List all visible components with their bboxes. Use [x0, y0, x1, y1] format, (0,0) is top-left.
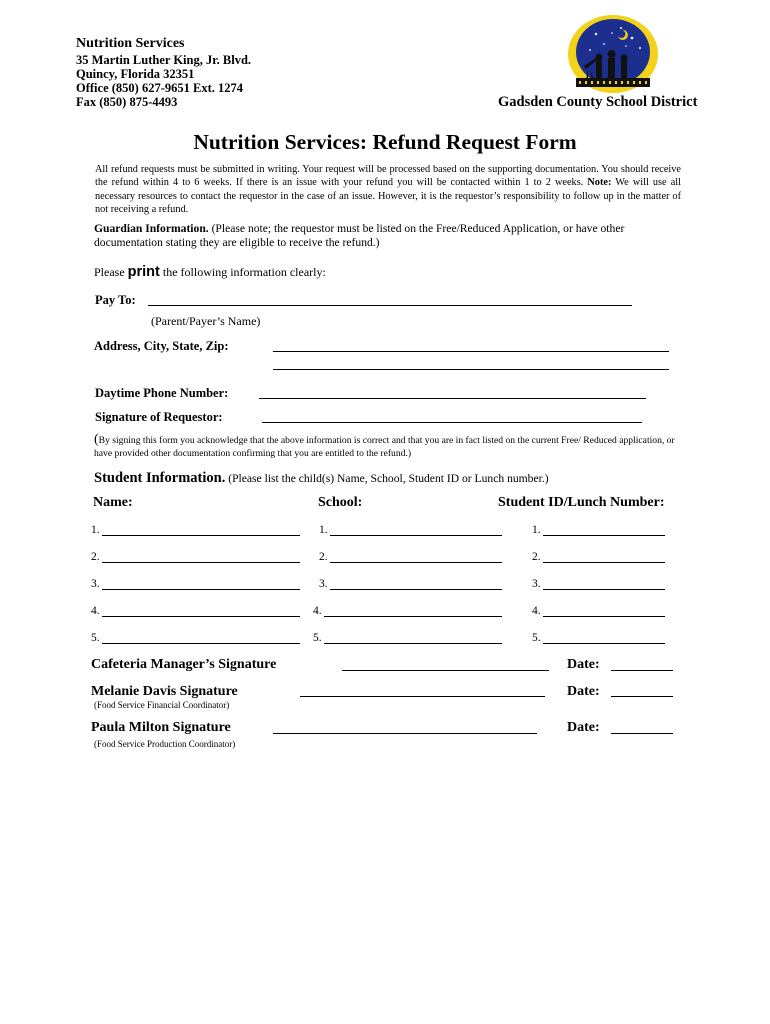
row-number: 2. [532, 551, 541, 563]
paula-milton-title: (Food Service Production Coordinator) [94, 739, 236, 749]
acknowledgement-note [94, 434, 684, 460]
student-name-field[interactable] [102, 589, 300, 590]
office-phone: Office (850) 627-9651 Ext. 1274 [76, 81, 243, 95]
row-number: 2. [91, 551, 100, 563]
page-title: Nutrition Services: Refund Request Form [193, 130, 577, 154]
note-label: Note: [587, 177, 612, 189]
row-number: 1. [319, 524, 328, 536]
row-number: 4. [313, 605, 322, 617]
phone-label: Daytime Phone Number: [95, 386, 229, 400]
date-label: Date: [567, 684, 600, 699]
guardian-heading: Guardian Information. [94, 222, 209, 235]
print-emphasis: print [127, 264, 160, 280]
row-number: 3. [319, 578, 328, 590]
fax-number: Fax (850) 875-4493 [76, 95, 178, 109]
signature-field[interactable] [262, 422, 642, 423]
student-instruction: (Please list the child(s) Name, School, Student ID or Lunch number.) [225, 472, 549, 485]
row-number: 2. [319, 551, 328, 563]
melanie-davis-title: (Food Service Financial Coordinator) [94, 700, 230, 710]
student-id-field[interactable] [543, 535, 665, 536]
pay-to-label: Pay To: [95, 293, 136, 307]
intro-text-2: We will use all necessary resources to contact the requestor in the case of an issue. However, it is the requestor’s responsibility to follow up in the matter of not receiving a refund. [95, 177, 681, 216]
phone-field[interactable] [259, 398, 646, 399]
paula-milton-signature-field[interactable] [273, 733, 537, 734]
melanie-davis-signature-field[interactable] [300, 696, 545, 697]
column-name-header: Name: [93, 495, 133, 510]
date-field[interactable] [611, 696, 673, 697]
address-field-line-1[interactable] [273, 351, 669, 352]
print-after: the following information clearly: [159, 265, 326, 279]
ack-text: By signing this form you acknowledge that the above information is correct and that you are in fact listed on the current Free/ Reduced application, or have provided other documentation confirming that you are entitled to the refund.) [94, 435, 675, 459]
intro-paragraph [95, 163, 681, 217]
cafeteria-manager-signature-label: Cafeteria Manager’s Signature [91, 657, 277, 672]
ack-open-paren: ( [94, 432, 99, 447]
column-school-header: School: [318, 495, 363, 510]
date-label: Date: [567, 657, 600, 672]
guardian-note: (Please note; the requestor must be listed on the Free/Reduced Application, or have other documentation stating they are eligible to receive the refund.) [94, 222, 625, 250]
print-before: Please [94, 265, 128, 279]
school-district-logo-icon [566, 14, 658, 100]
date-field[interactable] [611, 733, 673, 734]
row-number: 5. [313, 632, 322, 644]
row-number: 5. [532, 632, 541, 644]
date-field[interactable] [611, 670, 673, 671]
student-heading: Student Information. [94, 470, 226, 486]
row-number: 3. [532, 578, 541, 590]
row-number: 5. [91, 632, 100, 644]
student-id-field[interactable] [543, 616, 665, 617]
student-name-field[interactable] [102, 616, 300, 617]
cafeteria-manager-signature-field[interactable] [342, 670, 549, 671]
address-street: 35 Martin Luther King, Jr. Blvd. [76, 53, 252, 67]
student-school-field[interactable] [324, 643, 502, 644]
row-number: 4. [91, 605, 100, 617]
student-id-field[interactable] [543, 562, 665, 563]
row-number: 1. [91, 524, 100, 536]
student-school-field[interactable] [330, 589, 502, 590]
address-city: Quincy, Florida 32351 [76, 67, 195, 81]
student-info-heading [94, 470, 549, 487]
student-id-field[interactable] [543, 643, 665, 644]
student-id-field[interactable] [543, 589, 665, 590]
date-label: Date: [567, 720, 600, 735]
melanie-davis-signature-label: Melanie Davis Signature [91, 684, 238, 699]
student-name-field[interactable] [102, 643, 300, 644]
row-number: 4. [532, 605, 541, 617]
intro-text-1: All refund requests must be submitted in writing. Your request will be processed based on the supporting documentation. You should receive the refund within 4 to 6 weeks. If there is an issue with your refund you will be contacted within 1 to 2 weeks. [95, 164, 681, 189]
paula-milton-signature-label: Paula Milton Signature [91, 720, 231, 735]
student-name-field[interactable] [102, 562, 300, 563]
pay-to-field[interactable] [148, 305, 632, 306]
print-instruction [94, 264, 326, 280]
column-id-header: Student ID/Lunch Number: [498, 495, 665, 510]
student-school-field[interactable] [330, 535, 502, 536]
guardian-info [94, 222, 694, 251]
student-school-field[interactable] [324, 616, 502, 617]
row-number: 3. [91, 578, 100, 590]
district-name: Gadsden County School District [498, 94, 698, 110]
student-school-field[interactable] [330, 562, 502, 563]
student-name-field[interactable] [102, 535, 300, 536]
address-field-line-2[interactable] [273, 369, 669, 370]
pay-to-sublabel: (Parent/Payer’s Name) [151, 314, 261, 328]
signature-label: Signature of Requestor: [95, 410, 223, 424]
row-number: 1. [532, 524, 541, 536]
org-name: Nutrition Services [76, 36, 185, 51]
address-label: Address, City, State, Zip: [94, 339, 229, 353]
